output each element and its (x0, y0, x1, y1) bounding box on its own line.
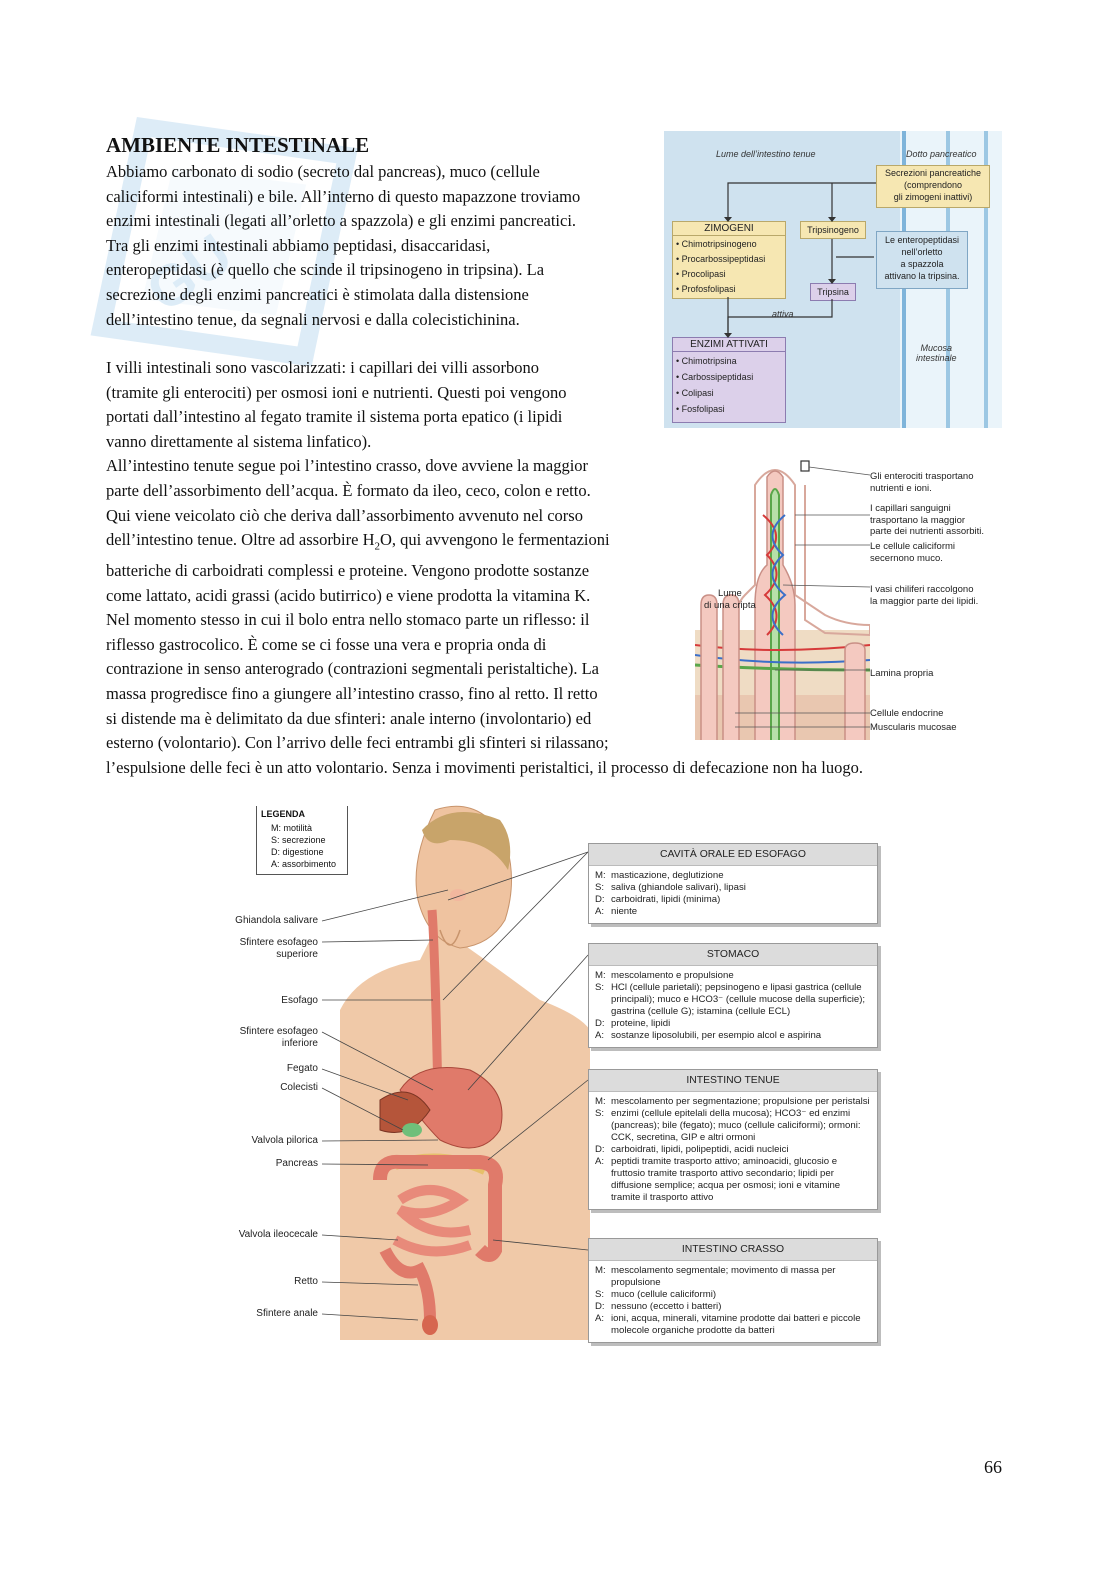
zimogeni-box: ZIMOGENI • Chimotripsinogeno • Procarbossipeptidasi • Procolipasi • Profosfolipasi (672, 221, 786, 299)
villus-annotation-capillari: I capillari sanguigni trasportano la maggior parte dei nutrienti assorbiti. (870, 503, 985, 537)
villus-annotation-chiliferi: I vasi chiliferi raccolgono la maggior parte dei lipidi. (870, 584, 979, 607)
info-box-cavita-orale: CAVITÀ ORALE ED ESOFAGO M: masticazione, deglutizione S: saliva (ghiandole salivari), lipasi D: carboidrati, lipidi (minima) A: niente (588, 843, 878, 924)
flowchart-arrows (664, 131, 1002, 428)
tripsinogeno-box: Tripsinogeno (800, 221, 866, 239)
villus-annotation-muscularis: Muscularis mucosae (870, 722, 957, 733)
enzimi-attivati-box: ENZIMI ATTIVATI • Chimotripsina • Carbossipeptidasi • Colipasi • Fosfolipasi (672, 337, 786, 423)
label-colecisti: Colecisti (280, 1082, 318, 1093)
label-esofago: Esofago (281, 995, 318, 1006)
label-sfintere-anale: Sfintere anale (256, 1308, 318, 1319)
lume-label: Lume dell’intestino tenue (716, 149, 816, 159)
info-box-intestino-crasso: INTESTINO CRASSO M: mescolamento segmentale; movimento di massa per propulsione S: muco (cellule caliciformi) D: nessuno (eccetto i batteri) A: ioni, acqua, minerali, vitamine prodotte dai batteri e piccole molecole organiche prodotte da batteri (588, 1238, 878, 1343)
page-title: AMBIENTE INTESTINALE (106, 133, 370, 157)
info-box-stomaco: STOMACO M: mescolamento e propulsione S: HCl (cellule parietali); pepsinogeno e lipasi gastrica (cellule principali); muco e HCO3⁻ (cellule mucose della superficie); gastrina (cellule G); istamina (cellule ECL) D: proteine, lipidi A: sostanze liposolubili, per esempio alcol e aspirina (588, 943, 878, 1048)
label-pancreas: Pancreas (275, 1158, 318, 1169)
label-sfintere-esofageo-inferiore: Sfintere esofageo inferiore (239, 1026, 318, 1049)
attiva-label: attiva (772, 309, 794, 319)
info-box-intestino-tenue: INTESTINO TENUE M: mescolamento per segmentazione; propulsione per peristalsi S: enzimi (cellule epitelali della mucosa); HCO3⁻ ed enzimi (pancreas); bile (fegato); muco (cellule caliciformi); ormoni: CCK, secretina, GIP e altri ormoni D: carboidrati, lipidi, polipeptidi, acidi nucleici A: peptidi tramite trasporto attivo; aminoacidi, glucosio e fruttosio tramite trasporto attivo secondario; lipidi per diffusione semplice; acqua per osmosi; ioni e vitamine tramite il trasporto attivo (588, 1069, 878, 1210)
tripsina-box: Tripsina (810, 283, 856, 301)
label-sfintere-esofageo-superiore: Sfintere esofageo superiore (239, 937, 318, 960)
label-fegato: Fegato (286, 1063, 318, 1074)
page-number: 66 (984, 1457, 1002, 1477)
svg-text:GU: GU (135, 221, 244, 325)
villus-annotation-endocrine: Cellule endocrine (870, 708, 944, 719)
dotto-label: Dotto pancreatico (906, 149, 977, 159)
villus-annotation-enterociti: Gli enterociti trasportano nutrienti e ioni. (870, 471, 974, 494)
label-valvola-ileocecale: Valvola ileocecale (238, 1229, 318, 1240)
villus-annotation-lamina: Lamina propria (870, 668, 934, 679)
label-leader-lines (318, 800, 590, 1340)
enteropeptidasi-box: Le enteropeptidasi nell’orletto a spazzola attivano la tripsina. (876, 231, 968, 289)
label-ghiandola-salivare: Ghiandola salivare (235, 915, 318, 926)
label-valvola-pilorica: Valvola pilorica (251, 1135, 318, 1146)
mucosa-label: Mucosa intestinale (916, 343, 957, 363)
villus-annotation-caliciformi: Le cellule caliciformi secernono muco. (870, 541, 956, 564)
secrezioni-box: Secrezioni pancreatiche (comprendono gli zimogeni inattivi) (876, 165, 990, 208)
villus-annotation-cripta: Lume di una cripta (704, 588, 756, 611)
paragraph-1: Abbiamo carbonato di sodio (secreto dal pancreas), muco (cellule caliciformi intestinali) e bile. All’interno di questo mapazzone troviamo enzimi intestinali (legati all’orletto a spazzola) e gli enzimi pancreatici. Tra gli enzimi intestinali abbiamo peptidasi, disaccaridasi, enteropeptidasi (è quello che scinde il tripsinogeno in tripsina). La secrezione degli enzimi pancreatici è stimolata dalla distensione dell’intestino tenue, da segnali nervosi e dalla colecistichinina. (106, 162, 581, 329)
enzyme-flowchart (664, 131, 1002, 428)
label-retto: Retto (294, 1276, 318, 1287)
paragraph-2: I villi intestinali sono vascolarizzati: i capillari dei villi assorbono (tramite gli enterociti) per osmosi ioni e nutrienti. Questi poi vengono portati dall’intestino al fegato tramite il sistema porta epatico (i lipidi vanno direttamente al sistema linfatico). All’intestino tenute segue poi l’intestino crasso, dove avviene la maggior parte dell’assorbimento dell’acqua. È formato da ileo, ceco, colon e retto. Qui viene veicolato ciò che deriva dall’assorbimento avvenuto nel corso dell’intestino tenue. Oltre ad assorbire $H_2O$, qui avvengono le fermentazioni batteriche di carboidrati complessi e proteine. Vengono prodotte sostanze come lattato, acidi grassi (acido butirrico) e viene prodotta la vitamina K. Nel momento stesso in cui il bolo entra nello stomaco parte un riflesso: il riflesso gastrocolico. È come se ci fosse una vera e propria onda di contrazione in senso anterogrado (contrazioni segmentali peristaltiche). La massa progredisce fino a giungere all’intestino crasso, fino al retto. Il retto si distende ma è delimitato da due sfinteri: anale interno (involontario) ed esterno (volontario). Con l’arrivo delle feci entrambi gli sfinteri si rilassano; l’espulsione delle feci è un atto volontario. Senza i movimenti peristaltici, il processo di defecazione non ha luogo. (106, 358, 863, 777)
legenda: LEGENDA M: motilità S: secrezione D: digestione A: assorbimento (256, 806, 348, 875)
